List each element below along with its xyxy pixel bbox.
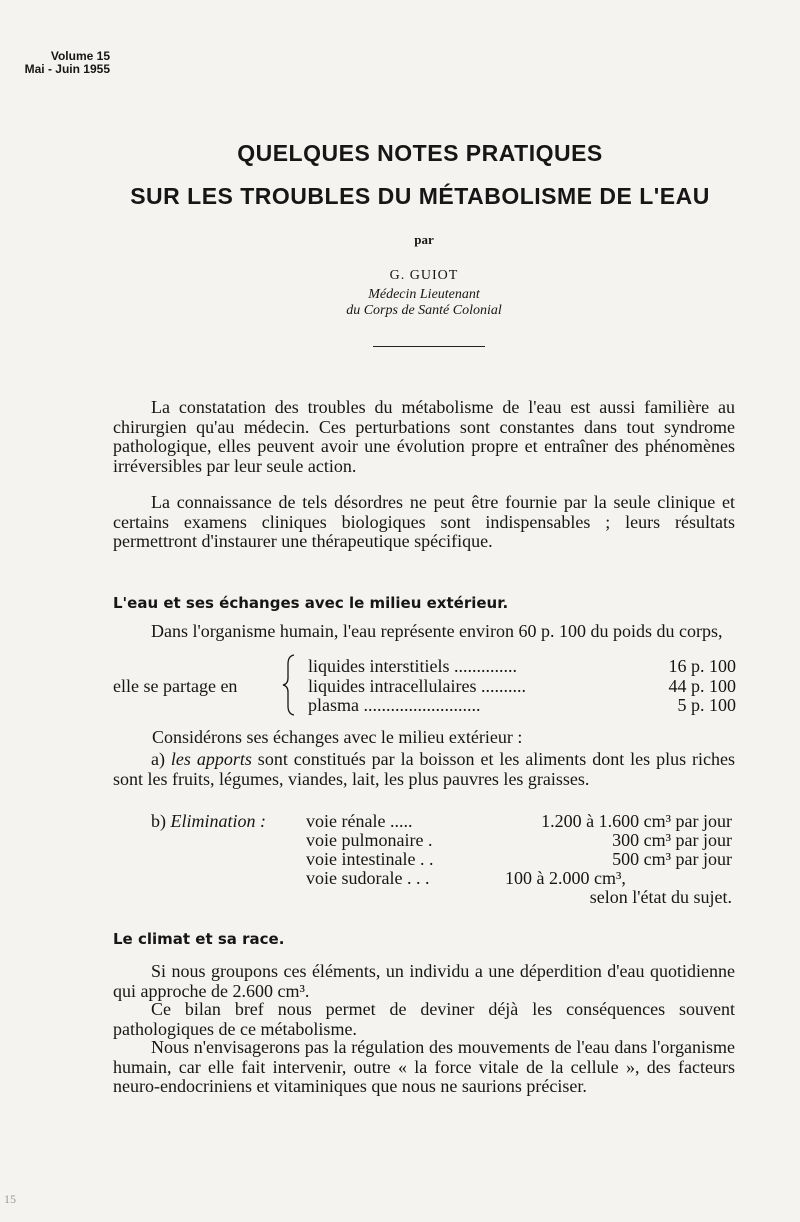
intake-prefix: a) (151, 749, 171, 769)
section2-paragraph-1: Si nous groupons ces éléments, un individu a une déperdition d'eau quotidienne qui approche de 2.600 cm³. (113, 961, 735, 1001)
brace-symbol (282, 654, 300, 716)
elimination-amount: 300 cm³ par jour (612, 830, 732, 850)
distribution-row-label: liquides intracellulaires .......... (308, 676, 526, 696)
journal-header (18, 50, 110, 76)
intro-paragraph-2: La connaissance de tels désordres ne peut être fournie par la seule clinique et certains examens cliniques biologiques sont indispensables ; leurs résultats permettront d'instaurer une thérapeutique spécifique. (113, 492, 735, 551)
elimination-amount: 1.200 à 1.600 cm³ par jour (541, 811, 732, 831)
article-title-line1: QUELQUES NOTES PRATIQUES (237, 140, 603, 166)
section1-paragraph-1: Dans l'organisme humain, l'eau représente environ 60 p. 100 du poids du corps, (151, 621, 723, 641)
split-label: elle se partage en (113, 676, 238, 696)
elimination-term: Elimination : (170, 811, 266, 831)
distribution-row-value: 5 p. 100 (677, 695, 736, 715)
elimination-route: voie intestinale . . (306, 849, 434, 869)
author-name: G. GUIOT (389, 268, 459, 283)
elimination-route: voie sudorale . . . (306, 868, 430, 888)
section2-paragraph-3: Nous n'envisagerons pas la régulation des mouvements de l'eau dans l'organisme humain, car elle fait intervenir, outre « la force vitale de la cellule », des facteurs neuro-endocriniens et vitaminiques que nous ne saurions préciser. (113, 1037, 735, 1096)
page-number: 15 (4, 1192, 16, 1206)
elimination-amount: 100 à 2.000 cm³, (505, 868, 626, 888)
distribution-row-label: liquides interstitiels .............. (308, 656, 517, 676)
elimination-route: voie rénale ..... (306, 811, 413, 831)
distribution-row-value: 44 p. 100 (668, 676, 736, 696)
author-corps: du Corps de Santé Colonial (346, 303, 502, 318)
intake-paragraph (113, 750, 735, 789)
elimination-label (151, 812, 266, 832)
elimination-note: selon l'état du sujet. (589, 887, 732, 907)
intro-paragraph-1: La constatation des troubles du métabolisme de l'eau est aussi familière au chirurgien qu'au médecin. Ces perturbations sont constantes dans tout syndrome pathologique, elles peuvent avoir une évolution propre et entraîner des phénomènes irréversibles par leur seule action. (113, 397, 735, 476)
article-title-line2: SUR LES TROUBLES DU MÉTABOLISME DE L'EAU (130, 183, 710, 209)
section2-paragraph-2: Ce bilan bref nous permet de deviner déjà les conséquences souvent pathologiques de ce métabolisme. (113, 999, 735, 1039)
title-divider (373, 346, 485, 347)
elimination-route: voie pulmonaire . (306, 830, 433, 850)
distribution-row-label: plasma .......................... (308, 695, 481, 715)
section1-paragraph-2: Considérons ses échanges avec le milieu extérieur : (152, 727, 523, 747)
intake-term: les apports (170, 749, 252, 769)
issue-date: Mai - Juin 1955 (24, 62, 110, 76)
intake-text: sont constitués par la boisson et les aliments dont les plus riches sont les fruits, légumes, viandes, lait, les plus pauvres les graisses. (113, 749, 736, 789)
author-rank: Médecin Lieutenant (368, 287, 480, 302)
byline-par: par (414, 232, 434, 247)
elimination-prefix: b) (151, 811, 171, 831)
volume-label: Volume 15 (50, 49, 110, 63)
distribution-row-value: 16 p. 100 (668, 656, 736, 676)
section-heading-water-exchanges: L'eau et ses échanges avec le milieu extérieur. (113, 594, 509, 612)
section-heading-climate: Le climat et sa race. (113, 930, 285, 948)
elimination-amount: 500 cm³ par jour (612, 849, 732, 869)
